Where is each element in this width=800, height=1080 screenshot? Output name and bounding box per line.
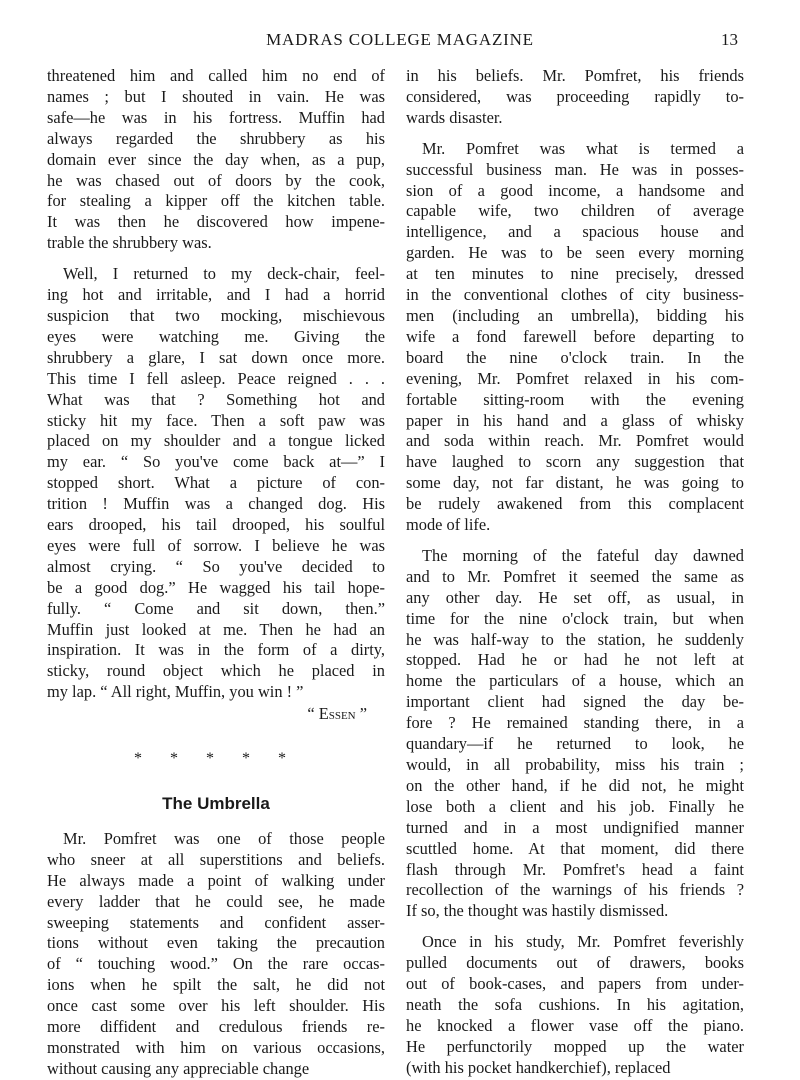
text-line: wife a fond farewell before departing to xyxy=(406,326,744,346)
text-line: mode of life. xyxy=(406,515,491,535)
text-line: my lap. “ All right, Muffin, you win ! ” xyxy=(47,682,304,702)
text-line: in his beliefs. Mr. Pomfret, his friends xyxy=(406,66,744,85)
text-line: lose both a client and his job. Finally he xyxy=(406,796,744,816)
text-line: on the other hand, if he did not, he might xyxy=(406,775,744,795)
text-line: once cast some over his left shoulder. His xyxy=(47,996,385,1016)
paragraph xyxy=(47,829,385,1080)
magazine-title: MADRAS COLLEGE MAGAZINE xyxy=(266,30,534,49)
text-line: recollection of the warnings of his friends ? xyxy=(406,880,744,900)
text-line: he was half-way to the station, he suddenly xyxy=(406,629,744,649)
author-signature: “ Essen ” xyxy=(307,704,367,724)
text-line: This time I fell asleep. Peace reigned . . . xyxy=(47,368,385,388)
text-line: have laughed to scorn any suggestion that xyxy=(406,452,744,472)
text-line: any other day. He set off, as usual, in xyxy=(406,587,744,607)
text-line: trable the shrubbery was. xyxy=(47,233,212,253)
text-line: ions when he spilt the salt, he did not xyxy=(47,975,385,995)
text-line: paper in his hand and a glass of whisky xyxy=(406,410,744,430)
text-line: for stealing a kipper off the kitchen table. xyxy=(47,191,385,211)
text-line: out of book-cases, and papers from under- xyxy=(406,974,744,994)
text-line: scuttled home. At that moment, did there xyxy=(406,838,744,858)
text-line: some day, not far distant, he was going to xyxy=(406,473,744,493)
text-line: sweeping statements and confident asser- xyxy=(47,912,385,932)
text-line: domain ever since the day when, as a pup, xyxy=(47,149,385,169)
text-line: What was that ? Something hot and xyxy=(47,389,385,409)
text-line: safe—he was in his fortress. Muffin had xyxy=(47,107,385,127)
text-line: of “ touching wood.” On the rare occas- xyxy=(47,954,385,974)
text-line: would, in all probability, miss his train ; xyxy=(406,755,744,774)
text-line: suspicion that two mocking, mischievous xyxy=(47,305,385,325)
text-line: and soda within reach. Mr. Pomfret would xyxy=(406,431,744,451)
text-line: capable wife, two children of average xyxy=(406,201,744,221)
text-line: and to Mr. Pomfret it seemed the same as xyxy=(406,566,744,586)
text-line: Well, I returned to my deck-chair, feel- xyxy=(63,264,385,284)
text-line: he knocked a flower vase off the piano. xyxy=(406,1015,744,1035)
paragraph xyxy=(406,139,744,536)
text-line: fore ? He remained standing there, in a xyxy=(406,713,744,733)
text-line: He perfunctorily mopped up the water xyxy=(406,1036,744,1056)
text-line: neath the sofa cushions. In his agitation, xyxy=(406,994,744,1014)
text-line: eyes were full of sorrow. I believe he was xyxy=(47,535,385,555)
text-line: shrubbery a glare, I sat down once more. xyxy=(47,347,385,367)
text-line: garden. He was to be seen every morning xyxy=(406,243,744,263)
text-line: successful business man. He was in posses- xyxy=(406,159,744,179)
text-line: stopped. Had he or had he not left at xyxy=(406,650,744,670)
paragraph xyxy=(406,932,744,1078)
text-line: evening, Mr. Pomfret relaxed in his com- xyxy=(406,368,744,388)
paragraph xyxy=(47,66,385,254)
text-line: who sneer at all superstitions and beliefs. xyxy=(47,849,385,869)
text-line: trition ! Muffin was a changed dog. His xyxy=(47,494,385,514)
text-line: inspiration. It was in the form of a dirty, xyxy=(47,640,385,660)
running-header xyxy=(0,30,800,52)
text-line: pulled documents out of drawers, books xyxy=(406,953,744,973)
paragraph xyxy=(406,66,744,129)
text-line: monstrated with him on various occasions, xyxy=(47,1037,385,1057)
text-line: eyes were watching me. Giving the xyxy=(47,326,385,346)
text-line: The morning of the fateful day dawned xyxy=(422,545,744,565)
text-line: important client had signed the day be- xyxy=(406,692,744,712)
text-line: ears drooped, his tail drooped, his soulful xyxy=(47,515,385,535)
text-line: placed on my shoulder and a tongue licked xyxy=(47,431,385,451)
text-line: flash through Mr. Pomfret's head a faint xyxy=(406,859,744,879)
text-line: in the conventional clothes of city business- xyxy=(406,285,744,305)
text-line: Muffin just looked at me. Then he had an xyxy=(47,619,385,639)
text-line: (with his pocket handkerchief), replaced xyxy=(406,1057,671,1077)
text-line: considered, was proceeding rapidly to- xyxy=(406,86,744,106)
text-line: at ten minutes to nine precisely, dressed xyxy=(406,264,744,284)
text-line: board the nine o'clock train. In the xyxy=(406,347,744,367)
text-line: more diffident and credulous friends re- xyxy=(47,1017,385,1037)
text-line: home the particulars of a house, which an xyxy=(406,671,744,691)
text-line: almost crying. “ So you've decided to xyxy=(47,556,385,576)
text-line: time for the nine o'clock train, but when xyxy=(406,608,744,628)
text-line: Mr. Pomfret was one of those people xyxy=(63,828,385,848)
text-line: If so, the thought was hastily dismissed. xyxy=(406,901,669,921)
text-line: threatened him and called him no end of xyxy=(47,66,385,85)
section-heading: The Umbrella xyxy=(162,794,270,813)
paragraph xyxy=(47,264,385,703)
text-line: names ; but I shouted in vain. He was xyxy=(47,86,385,106)
text-line: stopped short. What a picture of con- xyxy=(47,473,385,493)
text-line: fully. “ Come and sit down, then.” xyxy=(47,598,385,618)
paragraph xyxy=(406,546,744,922)
right-column xyxy=(406,66,744,1079)
text-line: tions without even taking the precaution xyxy=(47,933,385,953)
section-separator: * * * * * xyxy=(134,750,298,768)
text-line: He always made a point of walking under xyxy=(47,870,385,890)
text-line: turned and in a most undignified manner xyxy=(406,817,744,837)
text-line: without causing any appreciable change xyxy=(47,1058,310,1078)
text-line: always regarded the shrubbery as his xyxy=(47,128,385,148)
text-line: intelligence, and a spacious house and xyxy=(406,222,744,242)
text-line: be rudely awakened from this complacent xyxy=(406,494,744,514)
text-line: wards disaster. xyxy=(406,107,503,127)
text-line: my ear. “ So you've come back at—” I xyxy=(47,452,385,472)
left-column xyxy=(47,66,385,1080)
text-line: sion of a good income, a handsome and xyxy=(406,180,744,200)
text-line: sticky hit my face. Then a soft paw was xyxy=(47,410,385,430)
text-line: Once in his study, Mr. Pomfret feverishly xyxy=(422,932,744,952)
text-line: quandary—if he returned to look, he xyxy=(406,734,744,754)
text-line: be a good dog.” He wagged his tail hope- xyxy=(47,577,385,597)
text-line: fortable sitting-room with the evening xyxy=(406,389,744,409)
text-line: ing hot and irritable, and I had a horrid xyxy=(47,285,385,305)
text-line: men (including an umbrella), bidding his xyxy=(406,305,744,325)
page-number: 13 xyxy=(721,30,738,49)
text-line: every ladder that he could see, he made xyxy=(47,891,385,911)
text-line: Mr. Pomfret was what is termed a xyxy=(422,138,744,158)
text-line: It was then he discovered how impene- xyxy=(47,212,385,232)
text-line: sticky, round object which he placed in xyxy=(47,661,385,681)
text-line: he was chased out of doors by the cook, xyxy=(47,170,385,190)
